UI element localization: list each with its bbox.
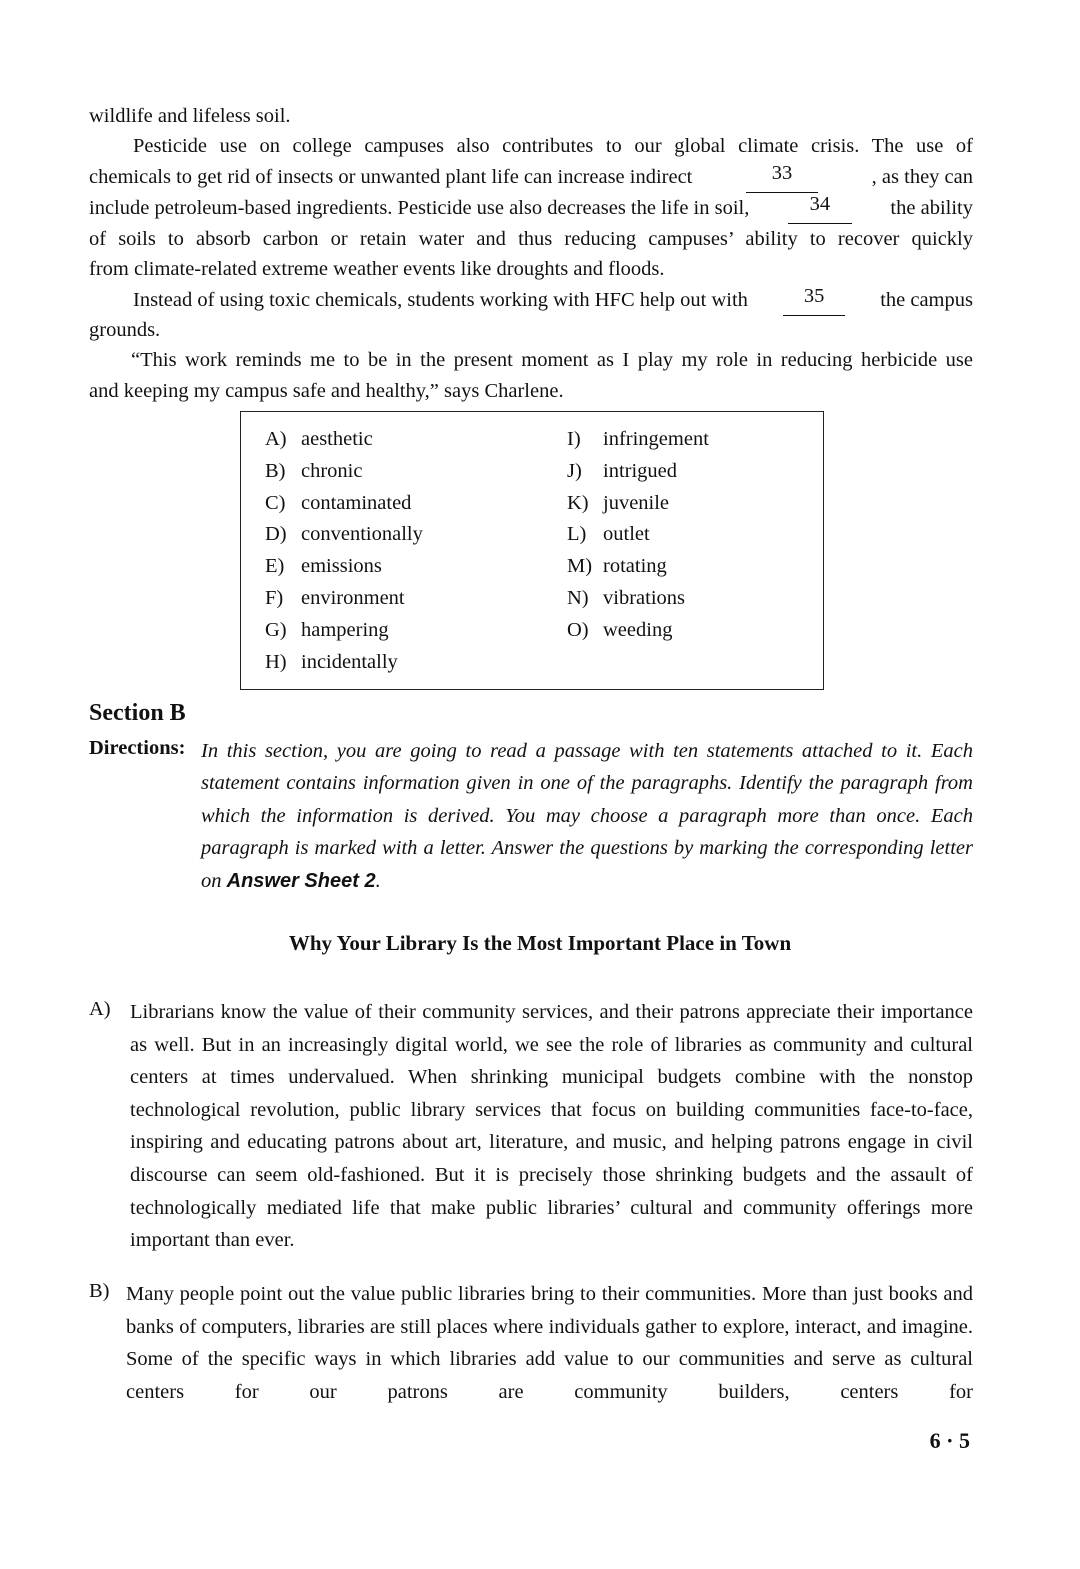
- passage-text: chemicals to get rid of insects or unwanted plant life can increase indirect: [89, 166, 693, 188]
- passage-text: , as they can: [871, 166, 973, 188]
- word-bank-box: [240, 411, 824, 690]
- option-h[interactable]: H) incidentally: [265, 651, 398, 673]
- option-o[interactable]: O) weeding: [567, 619, 673, 641]
- option-c[interactable]: C) contaminated: [265, 492, 412, 514]
- article-title: Why Your Library Is the Most Important Place in Town: [288, 931, 792, 955]
- directions-text: [201, 735, 973, 897]
- option-d[interactable]: D) conventionally: [265, 523, 423, 545]
- passage-line: [133, 285, 973, 316]
- paragraph-b: Many people point out the value public libraries bring to their communities. More than just books and banks of computers, libraries are still places where individuals gather to explore, interact, and imagine. Some of the specific ways in which libraries add value to our communities and serve as cultural centers for our patrons are community builders, centers for: [126, 1283, 973, 1403]
- option-k[interactable]: K) juvenile: [567, 492, 670, 514]
- option-j[interactable]: J) intrigued: [567, 460, 678, 482]
- answer-sheet-ref: Answer Sheet 2: [226, 869, 376, 892]
- passage-text: and keeping my campus safe and healthy,” says Charlene.: [89, 380, 564, 402]
- passage-text: from climate-related extreme weather events like droughts and floods.: [89, 258, 665, 280]
- paragraph-label-a: A): [89, 998, 111, 1020]
- passage-text: Pesticide use on college campuses also contributes to our global climate crisis. The use of: [133, 135, 973, 157]
- passage-line: [89, 131, 973, 162]
- paragraph-label-b: B): [89, 1280, 110, 1302]
- directions-body: In this section, you are going to read a passage with ten statements attached to it. Each statement contains information given in one of the paragraphs. Identify the paragraph from which the information is derived. You may choose a paragraph more than once. Each paragraph is marked with a letter. Answer the questions by marking the corresponding letter on: [201, 740, 973, 892]
- passage-line: [89, 162, 973, 193]
- page-number: 6 · 5: [929, 1428, 970, 1453]
- passage-line: [89, 254, 973, 285]
- paragraph-a: Librarians know the value of their community services, and their patrons appreciate their importance as well. But in an increasingly digital world, we see the role of libraries as community and cultural centers at times undervalued. When shrinking municipal budgets combine with the nonstop technological revolution, public library services that focus on building communities face-to-face, inspiring and educating patrons about art, literature, and music, and helping patrons engage in civil discourse can seem old-fashioned. But it is precisely those shrinking budgets and the assault of technologically mediated life that make public libraries’ cultural and community offerings more important than ever.: [130, 1001, 973, 1252]
- passage-text: the campus: [880, 289, 973, 311]
- passage-text: grounds.: [89, 319, 161, 341]
- passage-text: Instead of using toxic chemicals, students working with HFC help out with: [133, 289, 748, 311]
- passage-text: include petroleum-based ingredients. Pesticide use also decreases the life in soil,: [89, 197, 750, 219]
- passage-line: [89, 376, 973, 407]
- option-b[interactable]: B) chronic: [265, 460, 363, 482]
- option-l[interactable]: L) outlet: [567, 523, 650, 545]
- passage-line: [89, 224, 973, 255]
- blank-35[interactable]: 35: [783, 285, 845, 316]
- section-heading: Section B: [89, 700, 186, 726]
- passage-text: “This work reminds me to be in the present moment as I play my role in reducing herbicide use: [131, 349, 973, 371]
- option-f[interactable]: F) environment: [265, 587, 405, 609]
- option-g[interactable]: G) hampering: [265, 619, 389, 641]
- passage-line: [89, 101, 973, 132]
- directions-label: Directions:: [89, 737, 186, 759]
- option-e[interactable]: E) emissions: [265, 555, 382, 577]
- passage-line: [89, 193, 973, 224]
- option-n[interactable]: N) vibrations: [567, 587, 685, 609]
- passage-line: [89, 315, 973, 346]
- passage-text: the ability: [890, 197, 973, 219]
- option-i[interactable]: I) infringement: [567, 428, 709, 450]
- directions-period: .: [375, 869, 381, 892]
- blank-34[interactable]: 34: [788, 193, 852, 224]
- option-a[interactable]: A) aesthetic: [265, 428, 373, 450]
- passage-text: of soils to absorb carbon or retain water and thus reducing campuses’ ability to recover quickly: [89, 228, 973, 250]
- option-m[interactable]: M) rotating: [567, 555, 667, 577]
- blank-33[interactable]: 33: [746, 162, 818, 193]
- passage-text: wildlife and lifeless soil.: [89, 105, 291, 127]
- passage-line: [131, 345, 973, 376]
